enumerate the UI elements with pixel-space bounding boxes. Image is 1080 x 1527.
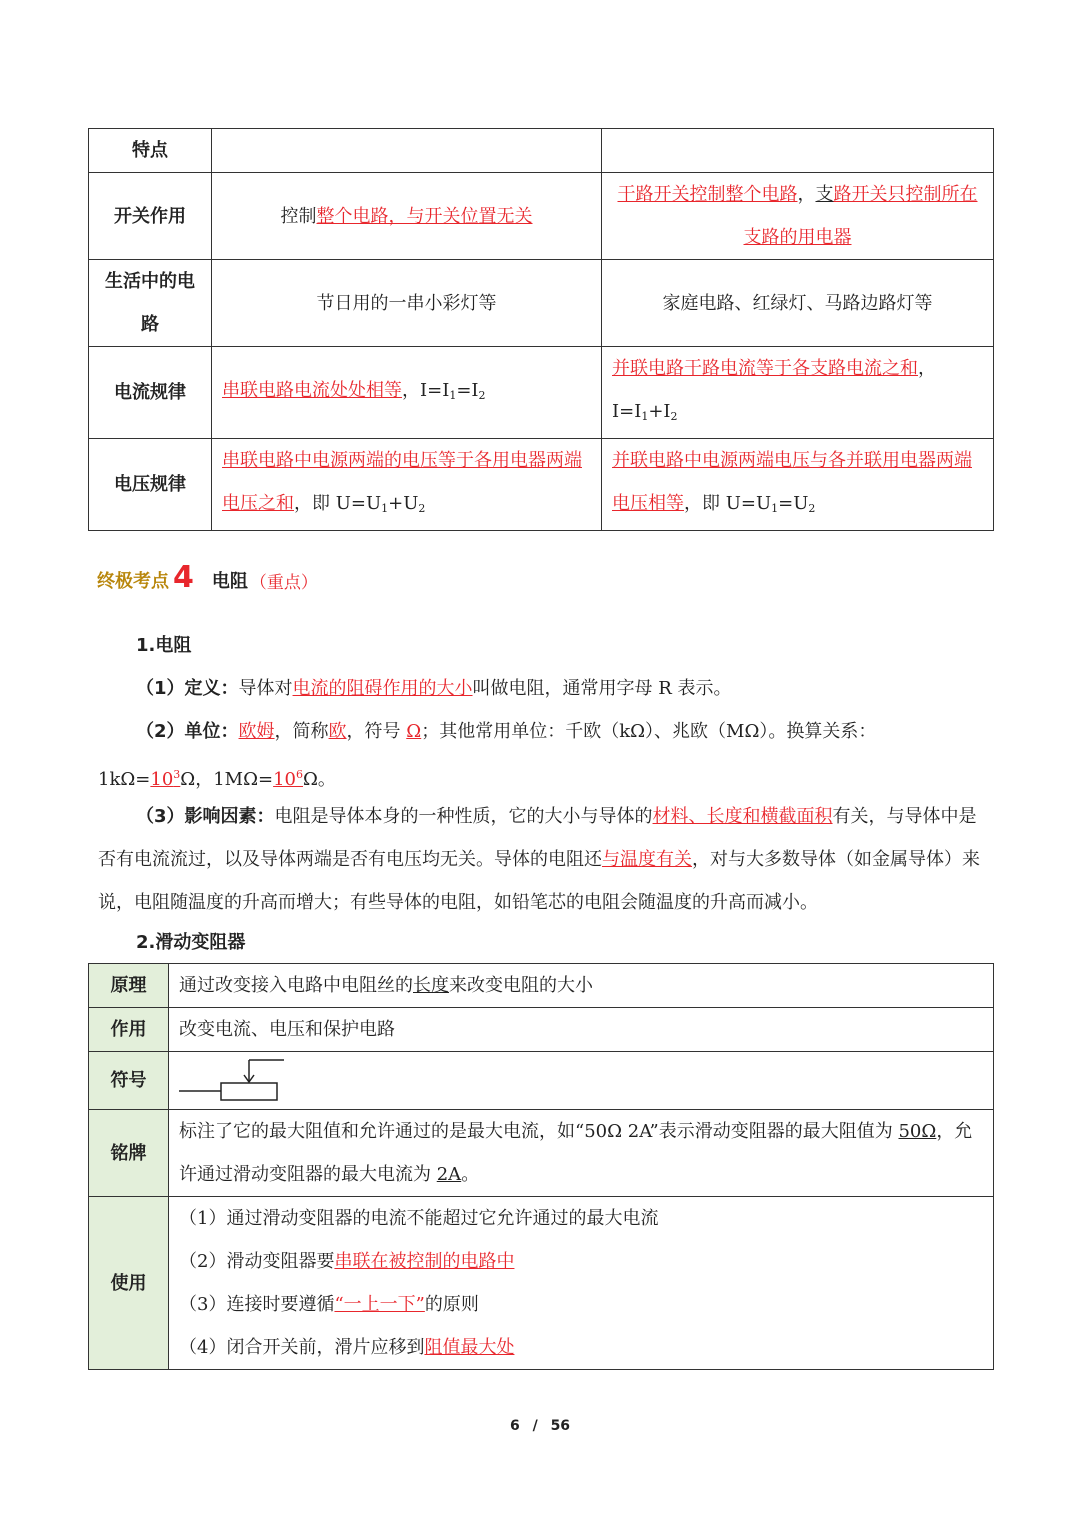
text: 标注了它的最大阻值和允许通过的是最大电流，如“50Ω 2A”表示滑动变阻器的最大阻值为 [179, 1121, 899, 1142]
key-text: 干路开关控制整个电路 [617, 184, 798, 205]
formula: +I [648, 401, 671, 422]
row-label: 生活中的电路 [89, 260, 212, 347]
text: 10 [150, 769, 174, 790]
row-label: 作用 [89, 1008, 169, 1052]
key-text: 串联电路电流处处相等 [222, 379, 402, 401]
row-label: 特点 [89, 129, 212, 173]
superscript: 3 [173, 768, 181, 781]
formula: ，即 U=U [294, 493, 382, 514]
table-row [89, 439, 994, 531]
subscript: 1 [641, 410, 649, 423]
formula: ，I=I [402, 379, 450, 401]
subscript: 1 [381, 502, 389, 515]
subheading-resistance: 1.电阻 [136, 635, 192, 656]
row-label: 电流规律 [89, 347, 212, 439]
formula: +U [388, 493, 419, 514]
table-row [89, 1197, 994, 1370]
text: ， [797, 184, 816, 205]
row-label: 电压规律 [89, 439, 212, 531]
subscript: 1 [449, 388, 457, 402]
key-text: Ω [406, 721, 422, 742]
table-row [89, 1008, 994, 1052]
key-text: 50Ω [898, 1121, 937, 1142]
subheading-rheostat: 2.滑动变阻器 [136, 932, 246, 953]
subscript: 2 [670, 410, 678, 423]
parallel-cell [602, 173, 994, 260]
key-text: 并联电路干路电流等于各支路电流之和 [612, 358, 918, 379]
page-separator: / [532, 1418, 538, 1434]
usage-cell [169, 1197, 994, 1370]
key-text: 整个电路，与开关位置无关 [316, 205, 533, 227]
table-row [89, 1052, 994, 1110]
key-text: 串联电路中电源两端的电压等于各用电器两端电压之和 [222, 450, 582, 514]
label: （3）影响因素： [136, 806, 275, 827]
key-text: 并联电路中电源两端电压与各并联用电器两端电压相等 [612, 450, 972, 514]
text: （4）闭合开关前，滑片应移到 [179, 1337, 425, 1358]
formula: =U [778, 493, 809, 514]
text: 电阻是导体本身的一种性质，它的大小与导体的 [274, 806, 653, 827]
rheostat-table [88, 963, 994, 1370]
text: ，符号 [346, 721, 407, 742]
text: 支 [815, 184, 834, 205]
definition-paragraph [98, 667, 988, 710]
parallel-cell: 家庭电路、红绿灯、马路边路灯等 [602, 260, 994, 347]
text: 控制 [280, 205, 317, 227]
text: 的原则 [424, 1294, 479, 1315]
factor-paragraph [98, 795, 988, 924]
unit-paragraph [98, 710, 988, 801]
key-text: 材料、长度和横截面积 [652, 806, 833, 827]
text: 。 [461, 1164, 480, 1185]
row-label: 使用 [89, 1197, 169, 1370]
list-item [179, 1283, 983, 1326]
key-text: 2A [436, 1164, 462, 1185]
table-row [89, 1110, 994, 1197]
text: ；其他常用单位：千欧（kΩ）、兆欧（MΩ）。换算关系：1kΩ= [98, 721, 877, 790]
text: （3）连接时要遵循 [179, 1294, 335, 1315]
key-text: 长度 [413, 975, 449, 996]
parallel-cell [602, 439, 994, 531]
formula: =I [456, 379, 479, 401]
formula: I=I [612, 401, 642, 422]
subscript: 2 [478, 388, 486, 402]
function-cell: 改变电流、电压和保护电路 [169, 1008, 994, 1052]
table-row [89, 173, 994, 260]
key-text: 与温度有关 [602, 849, 692, 870]
series-cell [212, 129, 602, 173]
formula: ，即 U=U [684, 493, 772, 514]
key-text: 欧姆 [238, 721, 275, 742]
key-text: 路开关只控制所在支路的用电器 [743, 184, 978, 248]
table-row [89, 347, 994, 439]
symbol-cell [169, 1052, 994, 1110]
table-row [89, 129, 994, 173]
row-label: 开关作用 [89, 173, 212, 260]
text: ，允许通过滑动变阻器的最大电流为 [179, 1121, 973, 1185]
table-row [89, 964, 994, 1008]
list-item [179, 1326, 983, 1369]
page-number [0, 1418, 1080, 1434]
text: ，简称 [274, 721, 329, 742]
series-parallel-table [88, 128, 994, 531]
key-text: 串联在被控制的电路中 [334, 1251, 515, 1272]
row-label: 铭牌 [89, 1110, 169, 1197]
text: Ω。 [303, 769, 336, 790]
text: 来改变电阻的大小 [449, 975, 593, 996]
key-text: “一上一下” [334, 1294, 425, 1315]
row-label: 原理 [89, 964, 169, 1008]
section-title: 电阻 [211, 571, 248, 592]
text: ， [918, 358, 936, 379]
subscript: 2 [808, 502, 816, 515]
subscript: 1 [771, 502, 779, 515]
list-item [179, 1240, 983, 1283]
key-text: 欧 [328, 721, 347, 742]
current-page: 6 [509, 1418, 520, 1434]
key-text: 阻值最大处 [424, 1337, 515, 1358]
series-cell [212, 173, 602, 260]
list-item: （1）通过滑动变阻器的电流不能超过它允许通过的最大电流 [179, 1208, 659, 1229]
text: Ω，1MΩ= [180, 769, 274, 790]
series-cell [212, 347, 602, 439]
section-label: 终极考点 [97, 571, 169, 592]
key-text [150, 769, 180, 790]
series-cell: 节日用的一串小彩灯等 [212, 260, 602, 347]
label: （1）定义： [136, 678, 239, 699]
parallel-cell [602, 129, 994, 173]
text: 导体对 [238, 678, 293, 699]
nameplate-cell [169, 1110, 994, 1197]
section-number: 4 [173, 560, 194, 595]
principle-cell [169, 964, 994, 1008]
text: 有关，与导体中是否有电流流过，以及导体两端是否有电压均无关。导体的电阻还 [98, 806, 977, 870]
superscript: 6 [296, 768, 303, 781]
text: ，对与大多数导体（如金属导体）来说，电阻随温度的升高而增大；有些导体的电阻，如铅笔芯的电阻会随温度的升高而减小。 [98, 849, 980, 913]
text: 通过改变接入电路中电阻丝的 [179, 975, 413, 996]
row-label: 符号 [89, 1052, 169, 1110]
key-text [273, 769, 303, 790]
text: （2）滑动变阻器要 [179, 1251, 335, 1272]
total-pages: 56 [550, 1418, 571, 1434]
text: 叫做电阻，通常用字母 R 表示。 [472, 678, 732, 699]
rheostat-symbol-icon [179, 1056, 299, 1106]
text: 10 [273, 769, 296, 790]
series-cell [212, 439, 602, 531]
section-heading [97, 553, 318, 593]
parallel-cell [602, 347, 994, 439]
table-row [89, 260, 994, 347]
key-text: 电流的阻碍作用的大小 [292, 678, 473, 699]
subscript: 2 [418, 502, 426, 515]
section-tag: （重点） [249, 573, 318, 593]
label: （2）单位： [136, 721, 239, 742]
